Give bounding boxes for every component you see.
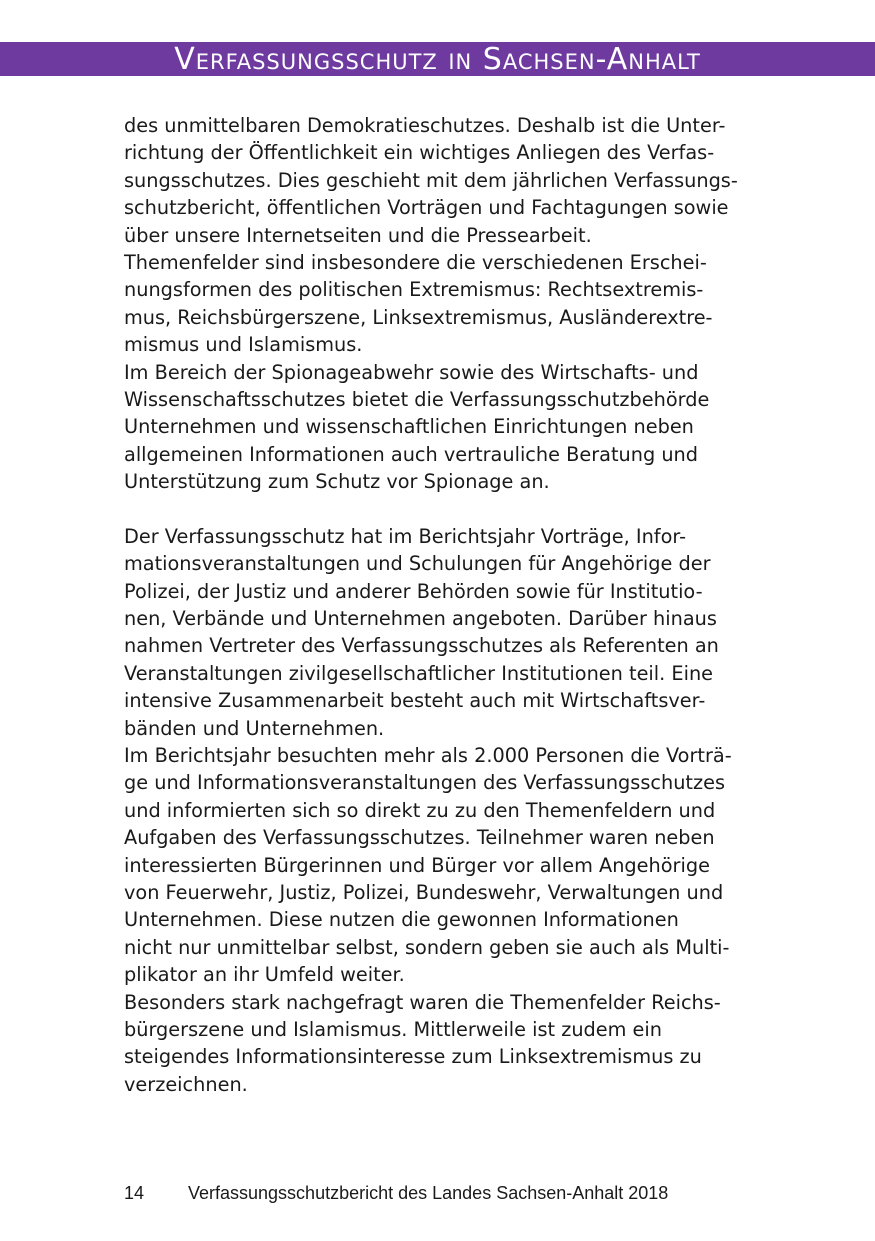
text-line: Besonders stark nachgefragt waren die Themenfelder Reichs-	[124, 990, 721, 1014]
page-number: 14	[124, 1183, 145, 1203]
text-line: bürgerszene und Islamismus. Mittlerweile ist zudem ein	[124, 1017, 663, 1041]
text-line: Unternehmen. Diese nutzen die gewonnen Informationen	[124, 908, 679, 932]
text-line: über unsere Internetseiten und die Pressearbeit.	[124, 223, 592, 247]
report-title: Verfassungsschutzbericht des Landes Sachsen-Anhalt 2018	[188, 1183, 669, 1203]
text-line: richtung der Öffentlichkeit ein wichtiges Anliegen des Verfas-	[124, 141, 715, 165]
text-line: mationsveranstaltungen und Schulungen für Angehörige der	[124, 552, 711, 576]
text-line: Im Berichtsjahr besuchten mehr als 2.000 Personen die Vorträ-	[124, 743, 732, 767]
text-line: steigendes Informationsinteresse zum Linksextremismus zu	[124, 1045, 702, 1069]
text-line: Themenfelder sind insbesondere die verschiedenen Erschei-	[124, 250, 707, 274]
text-line: Aufgaben des Verfassungsschutzes. Teilnehmer waren neben	[124, 826, 715, 850]
text-line: und informierten sich so direkt zu zu den Themenfeldern und	[124, 798, 716, 822]
body-text	[124, 112, 764, 1098]
text-line: bänden und Unternehmen.	[124, 716, 385, 740]
header-band	[0, 42, 875, 76]
page-header-title: Verfassungsschutz in Sachsen-Anhalt	[174, 42, 701, 77]
text-line: verzeichnen.	[124, 1072, 248, 1096]
text-line: mus, Reichsbürgerszene, Linksextremismus, Ausländerextre-	[124, 305, 713, 329]
text-line: mismus und Islamismus.	[124, 333, 363, 357]
text-line: nahmen Vertreter des Verfassungsschutzes als Referenten an	[124, 634, 719, 658]
text-line: sungsschutzes. Dies geschieht mit dem jährlichen Verfassungs-	[124, 168, 738, 192]
text-line: von Feuerwehr, Justiz, Polizei, Bundeswehr, Verwaltungen und	[124, 880, 724, 904]
text-line: Wissenschaftsschutzes bietet die Verfassungsschutzbehörde	[124, 387, 710, 411]
text-line: Der Verfassungsschutz hat im Berichtsjahr Vorträge, Infor-	[124, 524, 687, 548]
paragraph-gap	[124, 495, 764, 522]
text-line: Unternehmen und wissenschaftlichen Einrichtungen neben	[124, 415, 694, 439]
text-line: plikator an ihr Umfeld weiter.	[124, 963, 405, 987]
text-line: schutzbericht, öffentlichen Vorträgen und Fachtagungen sowie	[124, 196, 729, 220]
text-line: Unterstützung zum Schutz vor Spionage an.	[124, 470, 550, 494]
text-line: des unmittelbaren Demokratieschutzes. Deshalb ist die Unter-	[124, 114, 726, 137]
text-line: nungsformen des politischen Extremismus: Rechtsextremis-	[124, 278, 704, 302]
page-footer	[124, 1182, 668, 1204]
text-line: nicht nur unmittelbar selbst, sondern geben sie auch als Multi-	[124, 935, 730, 959]
text-line: Polizei, der Justiz und anderer Behörden sowie für Institutio-	[124, 579, 703, 603]
text-line: allgemeinen Informationen auch vertrauliche Beratung und	[124, 442, 699, 466]
text-line: interessierten Bürgerinnen und Bürger vor allem Angehörige	[124, 853, 710, 877]
text-line: Veranstaltungen zivilgesellschaftlicher Institutionen teil. Eine	[124, 661, 714, 685]
text-line: Im Bereich der Spionageabwehr sowie des Wirtschafts- und	[124, 360, 699, 384]
text-line: intensive Zusammenarbeit besteht auch mit Wirtschaftsver-	[124, 689, 706, 713]
text-line: nen, Verbände und Unternehmen angeboten. Darüber hinaus	[124, 607, 717, 631]
text-line: ge und Informationsveranstaltungen des Verfassungsschutzes	[124, 771, 726, 795]
